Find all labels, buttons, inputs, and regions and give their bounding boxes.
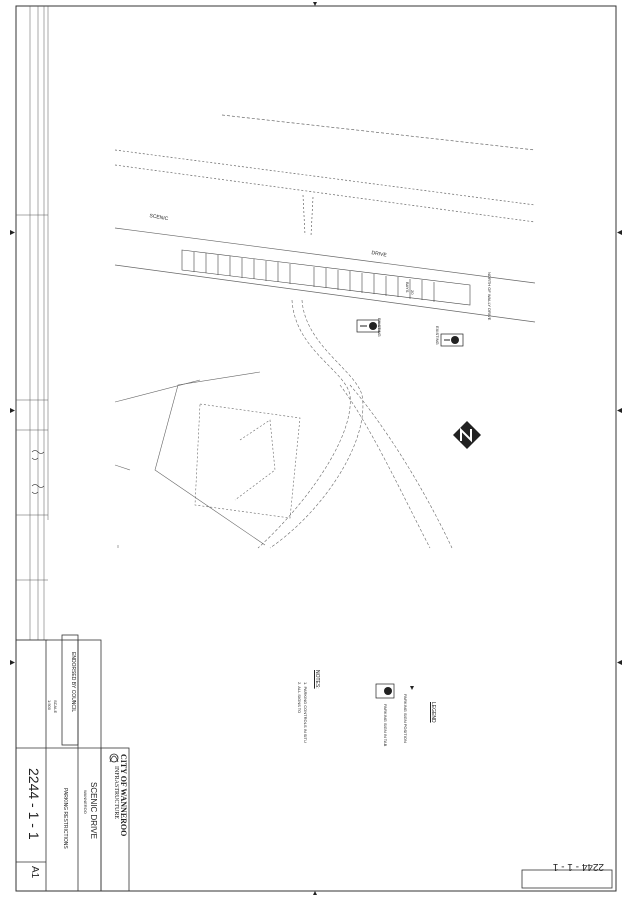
bay-label: BAYS bbox=[405, 282, 410, 293]
legend-sign-symbol bbox=[376, 684, 394, 698]
road-label-scenic: SCENIC bbox=[148, 213, 169, 223]
legend-title: LEGEND bbox=[430, 702, 436, 723]
city-logo bbox=[110, 754, 118, 762]
sheet-size: A1 bbox=[29, 866, 40, 879]
parking-sign-right bbox=[441, 334, 463, 346]
suburb-label: WANNEROO bbox=[83, 790, 88, 814]
parking-bays bbox=[182, 250, 470, 305]
sheet-border bbox=[16, 6, 616, 891]
subject-label: PARKING RESTRICTIONS bbox=[62, 788, 68, 849]
legend-item-2: PARKING SIGN IN TAB bbox=[383, 704, 388, 747]
sign-label-right: EXISTING bbox=[435, 326, 440, 345]
parking-sign-left bbox=[357, 320, 379, 332]
project-title: SCENIC DRIVE bbox=[89, 782, 98, 839]
org-name: CITY OF WANNEROO bbox=[119, 754, 128, 837]
scale-label: SCALE bbox=[53, 700, 58, 714]
notes-line-2: 2. ALL SIGNS TO bbox=[297, 682, 302, 714]
org-subname: INFRASTRUCTURE bbox=[113, 766, 119, 820]
endorsed-label: ENDORSED BY COUNCIL bbox=[70, 652, 76, 713]
frame-markers bbox=[10, 2, 622, 895]
road-label-drive: DRIVE bbox=[370, 250, 388, 259]
corner-drawing-number: 2244 - 1 - 1 bbox=[552, 861, 604, 872]
bay-count: 20 bbox=[410, 290, 415, 295]
drawing-number: 2244 - 1 - 1 bbox=[26, 768, 42, 840]
corner-note: NORTH OF WALLY DRIVE bbox=[487, 272, 492, 321]
north-arrow-icon bbox=[453, 421, 481, 449]
sign-label-left: EXISTING bbox=[377, 318, 382, 337]
notes-title: NOTES: bbox=[314, 670, 320, 689]
legend-item-1: PARKING SIGN POSITION bbox=[403, 694, 408, 743]
revision-strip bbox=[16, 6, 48, 640]
notes-line-1: 1. PARKING CONTROLS IN SITU bbox=[303, 682, 308, 743]
road-lines bbox=[115, 115, 535, 322]
scale-value: 1:500 bbox=[47, 700, 52, 711]
lot-lines bbox=[115, 300, 452, 548]
corner-number-box bbox=[522, 870, 612, 888]
legend-position-icon bbox=[410, 686, 414, 690]
